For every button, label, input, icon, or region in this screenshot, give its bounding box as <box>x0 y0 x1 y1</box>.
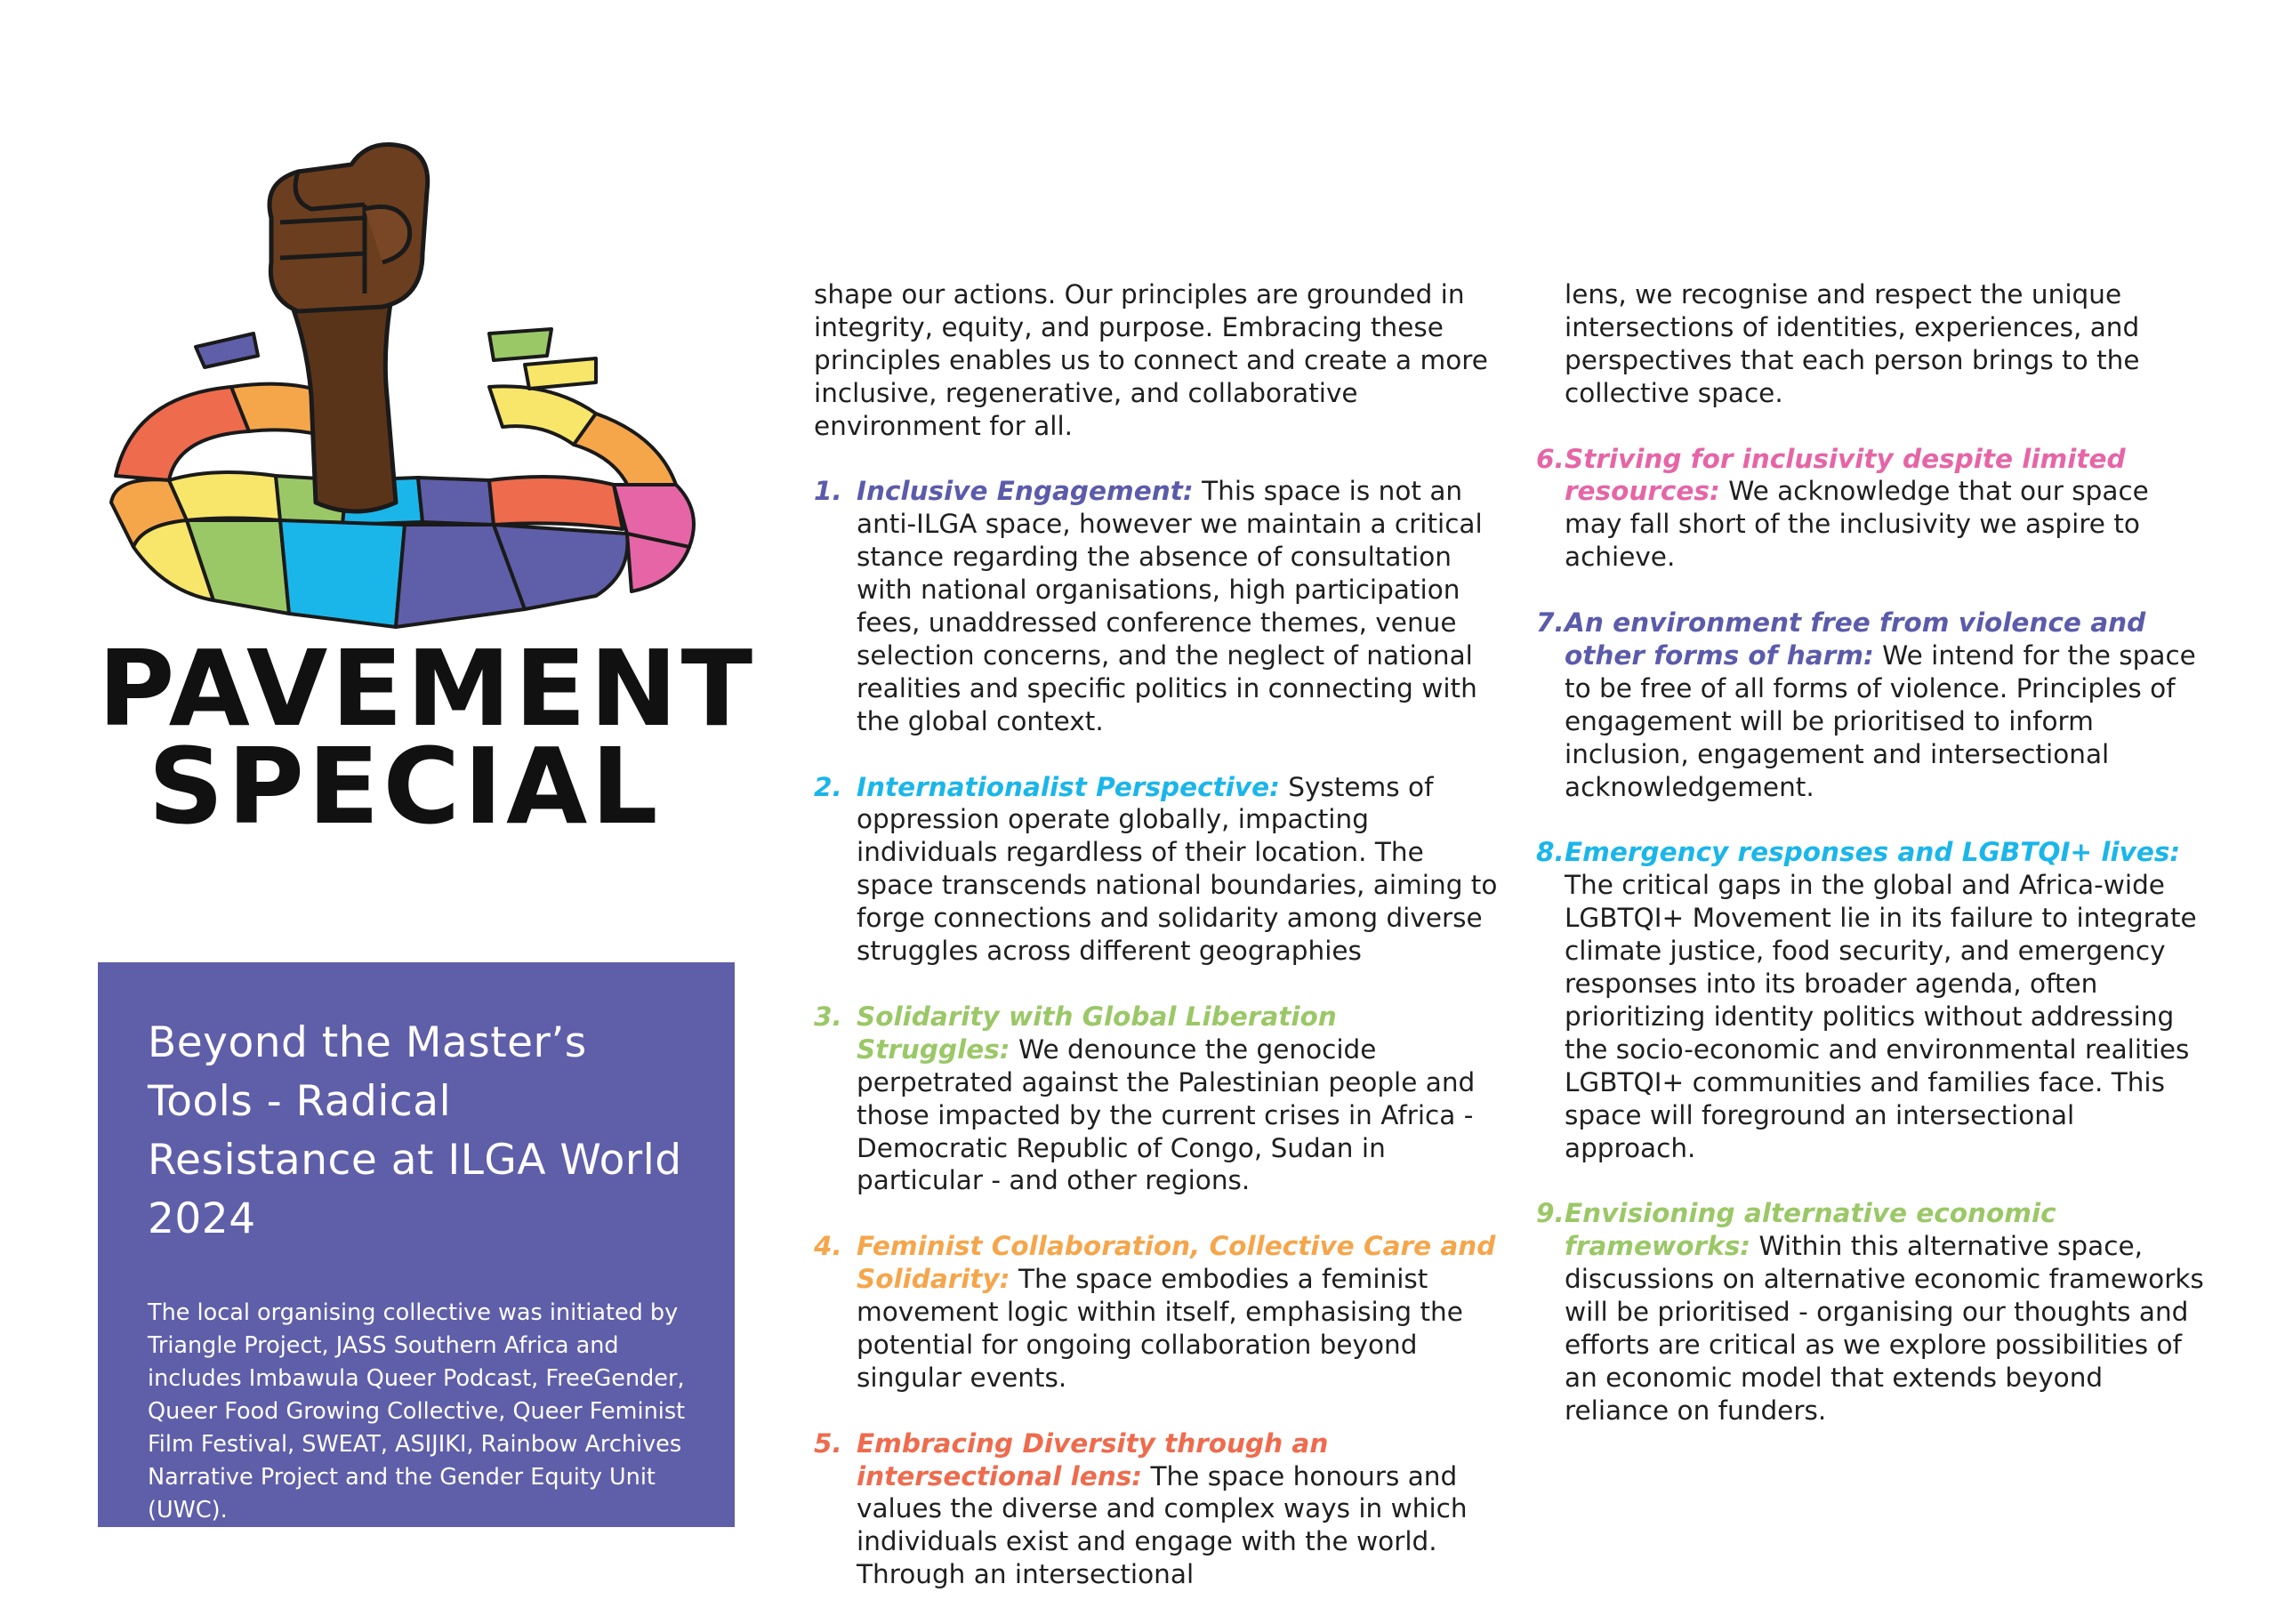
principle-text: We denounce the genocide perpetrated against the Palestinian people and those impacted by the current crises in Africa - Democratic Republic of Congo, Sudan in particular - and other regions. <box>857 1033 1476 1196</box>
principle-text: The critical gaps in the global and Africa-wide LGBTQI+ Movement lie in its failure to integrate climate justice, food security, and emergency responses into its broader agenda, often prioritizing identity politics without addressing the socio-economic and environmental realities LGBTQI+ communities and families face. This space will foreground an intersectional approach. <box>1565 870 2197 1163</box>
logo-title-line2: SPECIAL <box>148 725 662 848</box>
principle-text: Systems of oppression operate globally, impacting individuals regardless of their location. The space transcends national boundaries, aiming to forge connections and solidarity among diverse struggles across different geographies <box>857 771 1498 967</box>
principle-number: 2. <box>814 771 842 802</box>
intro-text: The local organising collective was initiated by Triangle Project, JASS Southern Africa and includes Imbawula Queer Podcast, FreeGender, Queer Food Growing Collective, Queer Feminist Film Festival, SWEAT, ASIJIKI, Rainbow Archives Narrative Project and the Gender Equity Unit (UWC). <box>148 1299 686 1524</box>
principle-text: Within this alternative space, discussions on alternative economic frameworks will be prioritised - organising our thoughts and efforts are critical as we explore possibilities of an economic model that extends beyond reliance on funders. <box>1565 1231 2204 1426</box>
principles-column-1 <box>814 278 1499 1624</box>
principle-number: 1. <box>814 476 842 507</box>
principle-heading: Internationalist Perspective: <box>857 771 1280 802</box>
principle-heading: Embracing Diversity through an intersectional lens: <box>857 1427 1329 1491</box>
principle-text: This space is not an anti-ILGA space, however we maintain a critical stance regarding the absence of consultation with national organisations, high participation fees, unaddressed conference themes, venue selection concerns, and the neglect of national realities and specific politics in connecting with the global context. <box>857 476 1483 736</box>
pavement-special-logo <box>98 129 757 867</box>
principle-4 <box>814 1230 1499 1395</box>
principle-heading: Inclusive Engagement: <box>857 476 1194 507</box>
principle-text: We intend for the space to be free of all forms of violence. Principles of engagement will be prioritised to inform inclusion, engagement and intersectional acknowledgement. <box>1565 639 2196 802</box>
principle-number: 9. <box>1536 1198 1565 1229</box>
principle-number: 7. <box>1536 607 1565 639</box>
principle-3 <box>814 1001 1499 1197</box>
logo-title-line1: PAVEMENT <box>98 627 757 750</box>
principle-9 <box>1536 1197 2212 1427</box>
intro-box <box>98 962 735 1527</box>
principle-6 <box>1536 443 2212 575</box>
principle-heading: Feminist Collaboration, Collective Care and Solidarity: <box>857 1231 1496 1295</box>
principle-number: 8. <box>1536 837 1565 868</box>
principle-heading: Solidarity with Global Liberation Struggles: <box>857 1001 1337 1065</box>
principle-text: We acknowledge that our space may fall short of the inclusivity we aspire to achieve. <box>1565 476 2149 573</box>
opening-paragraph: shape our actions. Our principles are grounded in integrity, equity, and purpose. Embracing these principles enables us to connect and create a more inclusive, regenerative, and collaborative environment for all. <box>814 279 1488 441</box>
principle-number: 4. <box>814 1231 842 1262</box>
principle-heading: Envisioning alternative economic frameworks: <box>1565 1198 2056 1262</box>
intro-title: Beyond the Master’s Tools - Radical Resistance at ILGA World 2024 <box>148 1018 682 1243</box>
principle-1 <box>814 475 1499 737</box>
principle-number: 6. <box>1536 443 1565 474</box>
principle-8 <box>1536 836 2212 1164</box>
principle-7 <box>1536 607 2212 803</box>
continuation-text: lens, we recognise and respect the unique intersections of identities, experiences, and perspectives that each person brings to the collective space. <box>1565 279 2140 408</box>
principle-number: 3. <box>814 1001 842 1032</box>
principle-number: 5. <box>814 1427 842 1459</box>
principle-text: The space embodies a feminist movement logic within itself, emphasising the potential for ongoing collaboration beyond singular events. <box>857 1264 1463 1393</box>
principle-5 <box>814 1427 1499 1592</box>
principle-text: The space honours and values the diverse and complex ways in which individuals exist and engage with the world. Through an intersectional <box>857 1460 1468 1590</box>
principle-heading: An environment free from violence and other forms of harm: <box>1565 607 2146 671</box>
principle-2 <box>814 771 1499 968</box>
principle-heading: Emergency responses and LGBTQI+ lives: <box>1565 837 2181 868</box>
principle-heading: Striving for inclusivity despite limited resources: <box>1565 443 2126 507</box>
principles-column-2 <box>1536 278 2212 1460</box>
